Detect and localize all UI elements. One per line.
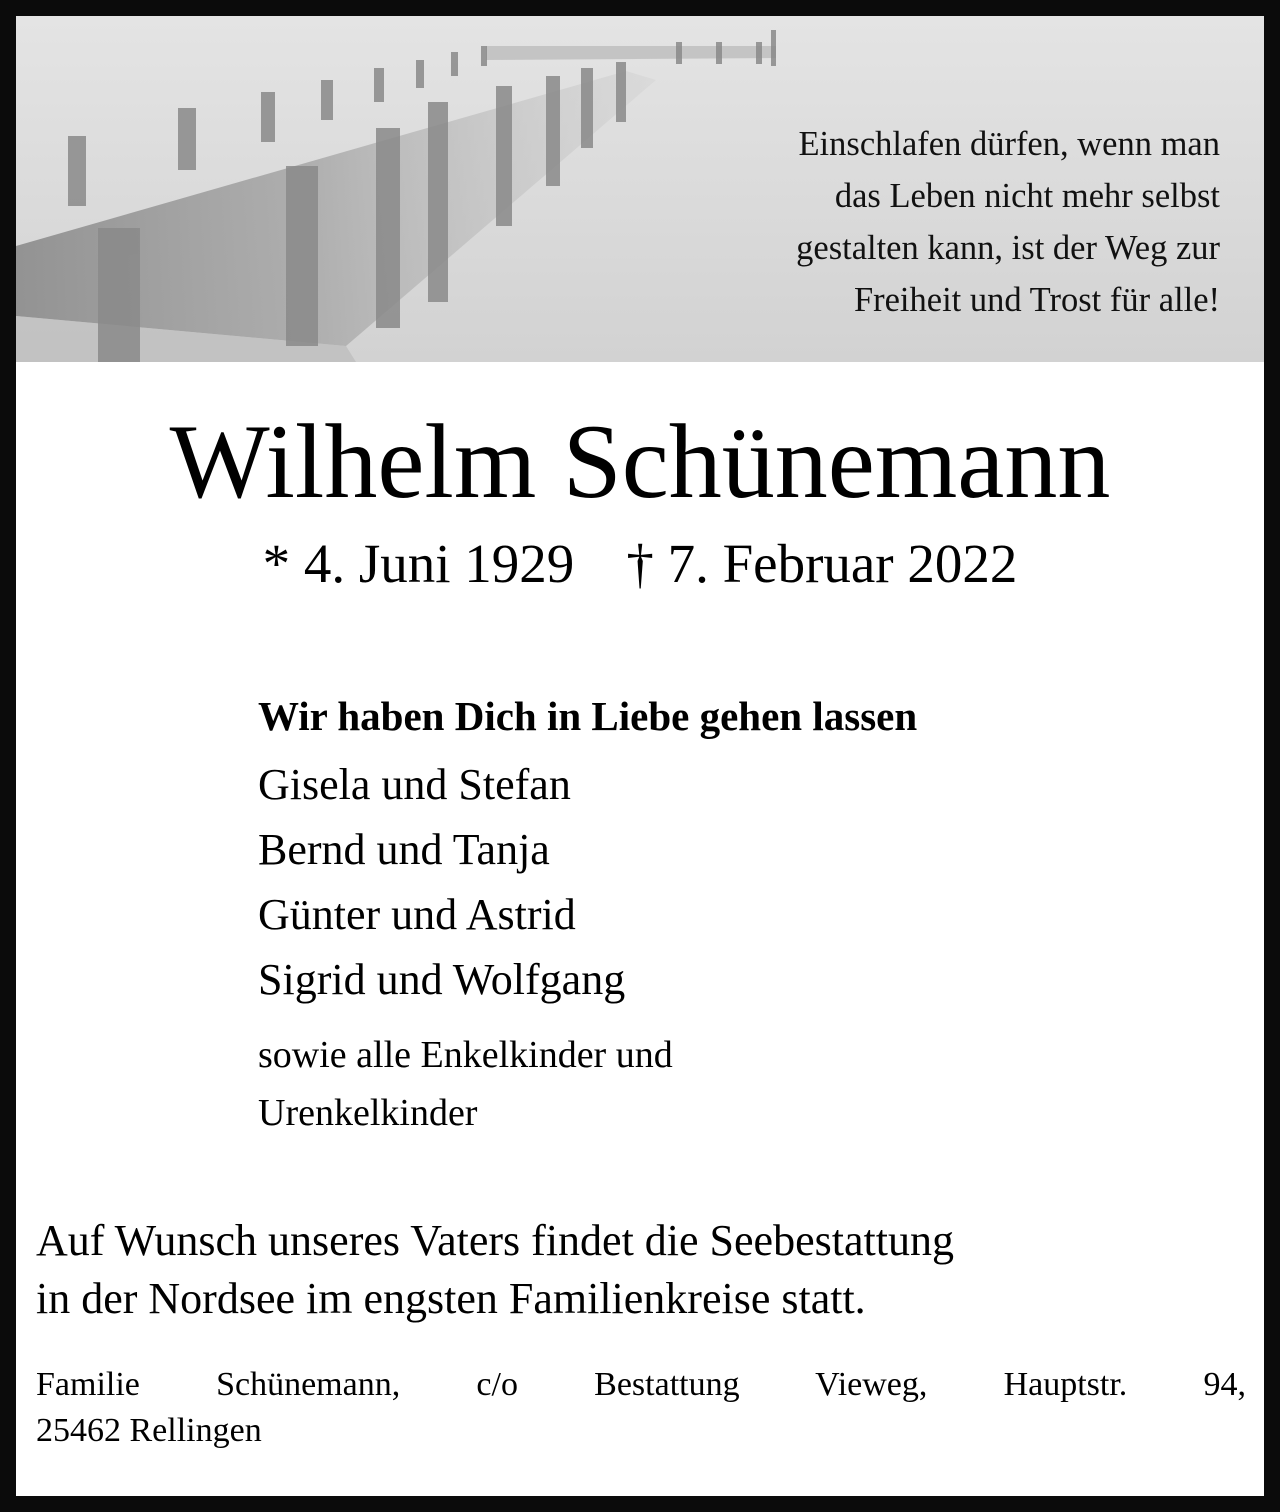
mourners-heading: Wir haben Dich in Liebe gehen lassen: [258, 693, 918, 739]
mourner-couple: Gisela und Stefan: [258, 760, 571, 809]
death-date: † 7. Februar 2022: [626, 533, 1018, 594]
mourners-block: [258, 686, 1238, 1142]
mourner-couple: Sigrid und Wolfgang: [258, 955, 626, 1004]
address-line: Familie Schünemann, c/o Bestattung Vieweg, Hauptstr. 94,: [36, 1366, 1246, 1403]
grandchildren-line: Urenkelkinder: [258, 1092, 478, 1134]
grandchildren-note: [258, 1026, 878, 1142]
deceased-name: Wilhelm Schünemann: [169, 403, 1111, 520]
quote-line: das Leben nicht mehr selbst: [834, 177, 1220, 215]
address-line: 25462 Rellingen: [36, 1412, 262, 1449]
contact-address: [36, 1362, 1246, 1454]
notice-line: Auf Wunsch unseres Vaters findet die Seebestattung: [36, 1216, 954, 1265]
life-dates: [0, 532, 1280, 596]
birth-date: * 4. Juni 1929: [262, 533, 575, 594]
quote-line: Einschlafen dürfen, wenn man: [798, 125, 1220, 163]
mourners-list: [258, 752, 1238, 1012]
quote-line: Freiheit und Trost für alle!: [853, 281, 1220, 319]
quote-line: gestalten kann, ist der Weg zur: [796, 229, 1220, 267]
grandchildren-line: sowie alle Enkelkinder und: [258, 1034, 673, 1076]
funeral-notice: [36, 1212, 1246, 1328]
notice-line: in der Nordsee im engsten Familienkreise statt.: [36, 1274, 866, 1323]
memorial-quote: [580, 118, 1220, 326]
mourner-couple: Günter und Astrid: [258, 890, 576, 939]
mourner-couple: Bernd und Tanja: [258, 825, 550, 874]
header-photo: [16, 16, 1264, 362]
